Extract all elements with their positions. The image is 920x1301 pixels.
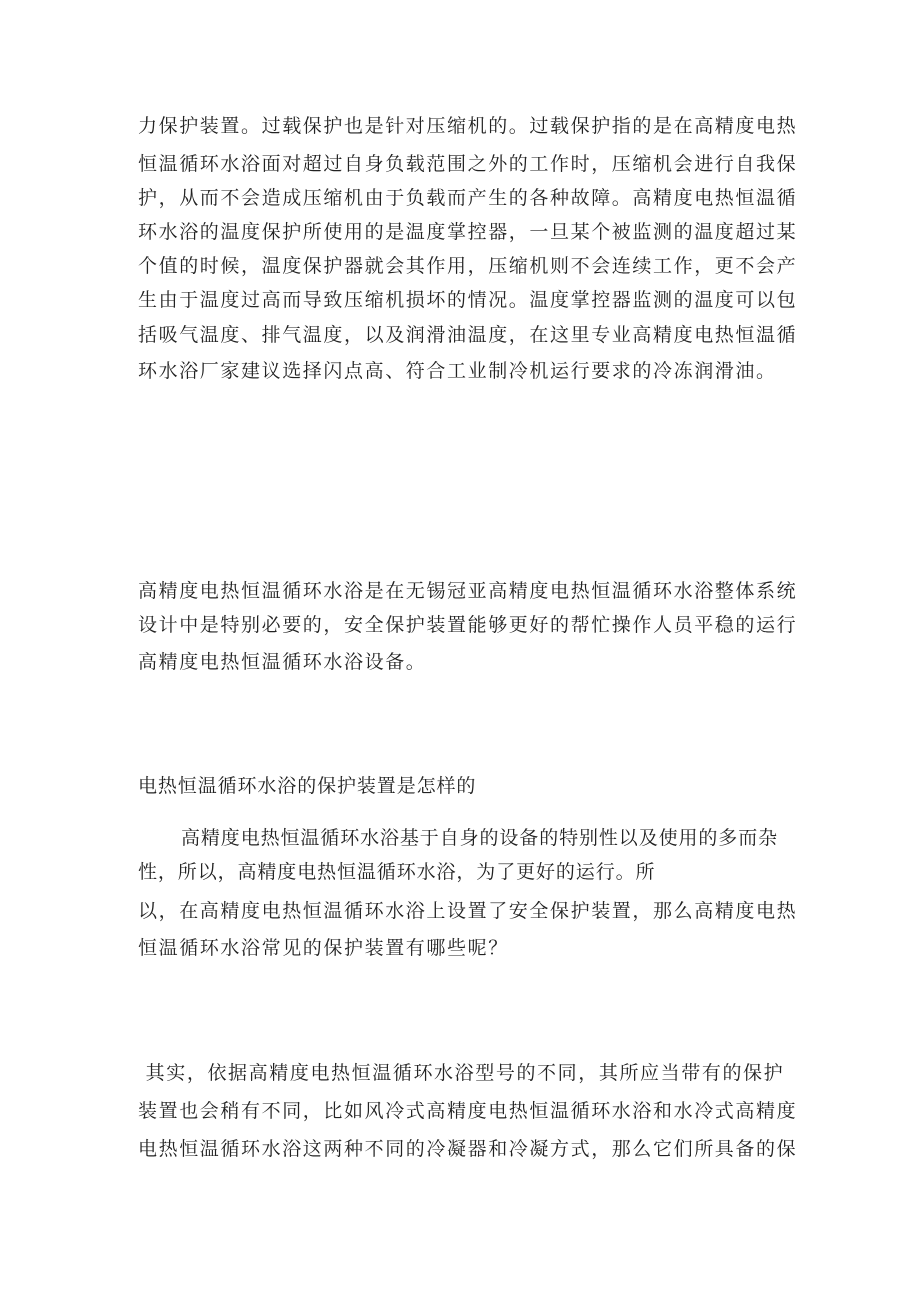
text-line: 电热恒温循环水浴这两种不同的冷凝器和冷凝方式，那么它们所具备的保 bbox=[138, 1138, 798, 1160]
text-line: 个值的时候，温度保护器就会其作用，压缩机则不会连续工作，更不会产 bbox=[138, 255, 798, 277]
text-line: 装置也会稍有不同，比如风冷式高精度电热恒温循环水浴和水冷式高精度 bbox=[138, 1100, 798, 1122]
text-line: 性，所以，高精度电热恒温循环水浴，为了更好的运行。所 bbox=[138, 861, 656, 883]
text-line: 高精度电热恒温循环水浴基于自身的设备的特别性以及使用的多而杂 bbox=[181, 827, 779, 849]
text-line: 力保护装置。过载保护也是针对压缩机的。过载保护指的是在高精度电热 bbox=[138, 115, 798, 137]
text-line: 高精度电热恒温循环水浴设备。 bbox=[138, 651, 427, 673]
text-line: 设计中是特别必要的，安全保护装置能够更好的帮忙操作人员平稳的运行 bbox=[138, 614, 798, 636]
text-line: 环水浴的温度保护所使用的是温度掌控器，一旦某个被监测的温度超过某 bbox=[138, 221, 798, 243]
text-line: 高精度电热恒温循环水浴是在无锡冠亚高精度电热恒温循环水浴整体系统 bbox=[138, 580, 798, 602]
text-line: 环水浴厂家建议选择闪点高、符合工业制冷机运行要求的冷冻润滑油。 bbox=[138, 360, 777, 382]
section-heading: 电热恒温循环水浴的保护装置是怎样的 bbox=[138, 775, 477, 797]
text-line: 恒温循环水浴面对超过自身负载范围之外的工作时，压缩机会进行自我保 bbox=[138, 153, 798, 175]
text-line: 其实，依据高精度电热恒温循环水浴型号的不同，其所应当带有的保护 bbox=[138, 1062, 785, 1084]
text-line: 括吸气温度、排气温度，以及润滑油温度，在这里专业高精度电热恒温循 bbox=[138, 324, 798, 346]
text-line: 恒温循环水浴常见的保护装置有哪些呢？ bbox=[138, 937, 509, 959]
text-line: 护，从而不会造成压缩机由于负载而产生的各种故障。高精度电热恒温循 bbox=[138, 187, 798, 209]
text-line: 生由于温度过高而导致压缩机损坏的情况。温度掌控器监测的温度可以包 bbox=[138, 289, 798, 311]
text-line: 以，在高精度电热恒温循环水浴上设置了安全保护装置，那么高精度电热 bbox=[138, 900, 798, 922]
